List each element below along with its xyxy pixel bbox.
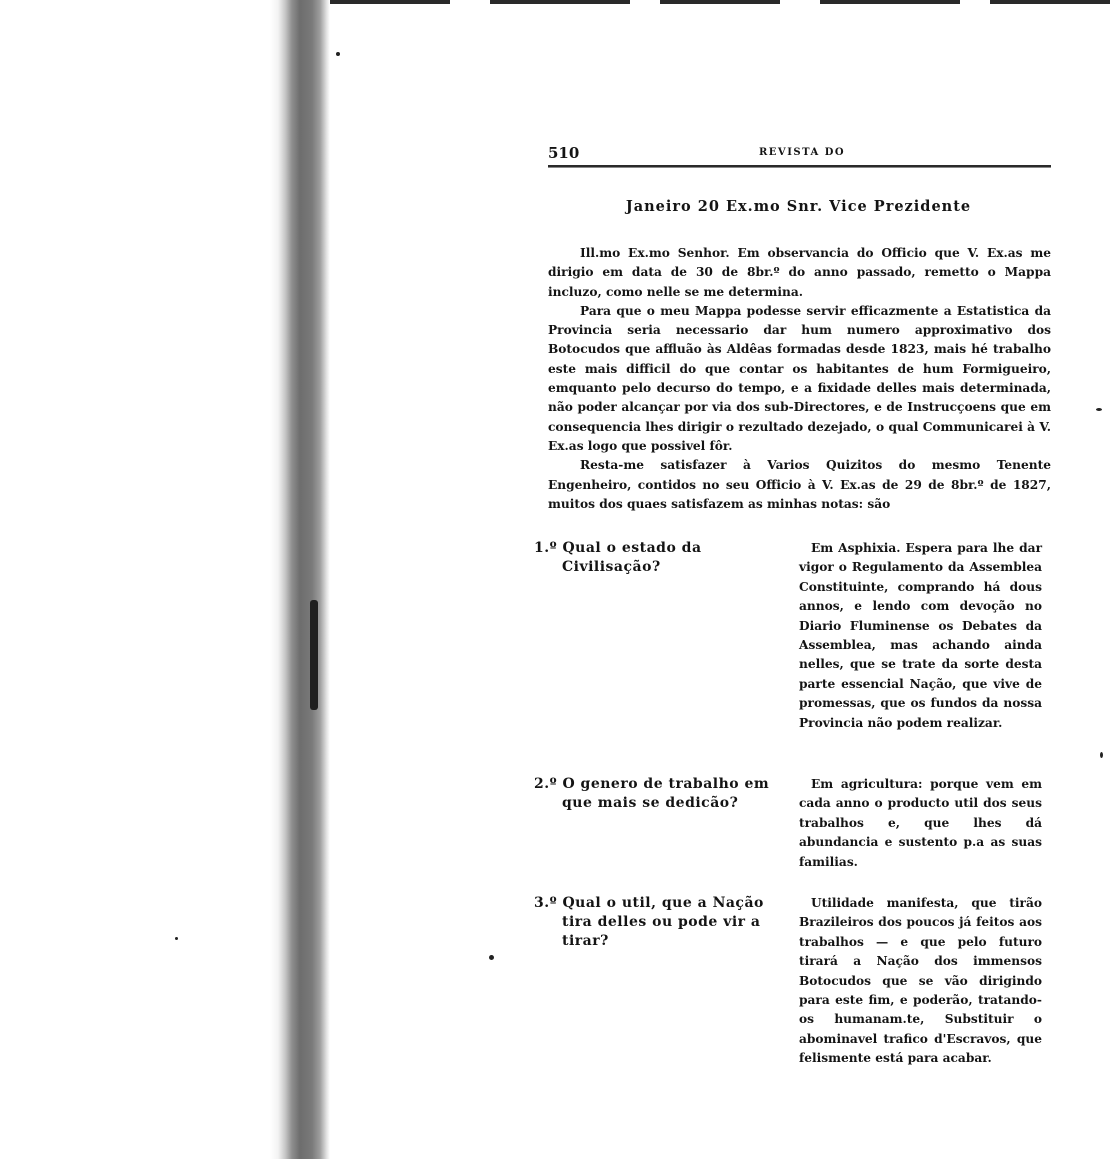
answer-text: Em agricultura: porque vem em cada anno o producto util dos seus trabalhos e, que lhes dá abundancia e sustento p.a as suas familias. [799,777,1042,869]
running-title: REVISTA DO [759,147,846,158]
question-text: 2.º O genero de trabalho em que mais se dedicão? [534,776,770,811]
gutter-ink-mark [310,600,318,710]
scan-speck [489,955,494,960]
running-head [546,144,1051,164]
answer-text: Em Asphixia. Espera para lhe dar vigor o Regulamento da Assemblea Constituinte, comprando há dous annos, e lendo com devoção no Diario Fluminense os Debates da Assemblea, mas achando ainda nelles, que se trate da sorte desta parte essencial Nação, que vive de promessas, que os fundos da nossa Provincia não podem realizar. [799,541,1042,730]
letter-heading: Janeiro 20 Ex.mo Snr. Vice Prezidente [625,198,972,215]
scan-speck [1100,752,1103,758]
header-rule [548,165,1051,168]
page-gutter-shadow [0,0,330,1159]
answer-text: Utilidade manifesta, que tirão Brazileiros dos poucos já feitos aos trabalhos — e que pelo futuro tirará a Nação dos immensos Botocudos que se vão dirigindo para este fim, e poderão, tratando-os humanam.te, Substituir o abominavel trafico d'Escravos, que felismente está para acabar. [799,896,1042,1066]
letter-body [548,244,1051,514]
scan-speck [1096,408,1102,411]
question-text: 1.º Qual o estado da Civilisação? [534,540,702,575]
paragraph: Para que o meu Mappa podesse servir efficazmente a Estatistica da Provincia seria necessario dar hum numero approximativo dos Botocudos que affluão às Aldêas formadas desde 1823, mais hé trabalho este mais difficil do que contar os habitantes de hum Formigueiro, emquanto pelo decurso do tempo, e a fixidade delles mais determinada, não poder alcançar por via dos sub-Directores, e de Instrucçoens que em consequencia lhes dirigir o rezultado dezejado, o qual Communicarei à V. Ex.as logo que possivel fôr. [548,303,1051,453]
paragraph: Ill.mo Ex.mo Senhor. Em observancia do Officio que V. Ex.as me dirigio em data de 30 de 8br.º do anno passado, remetto o Mappa incluzo, como nelle se me determina. [548,246,1051,299]
scan-speck [175,937,178,940]
question-text: 3.º Qual o util, que a Nação tira delles ou pode vir a tirar? [534,895,764,949]
scan-speck [336,52,340,56]
paragraph: Resta-me satisfazer à Varios Quizitos do mesmo Tenente Engenheiro, contidos no seu Officio à V. Ex.as de 29 de 8br.º de 1827, muitos dos quaes satisfazem as minhas notas: são [548,458,1051,511]
top-scan-edge [330,0,1110,4]
page-number: 510 [548,144,580,162]
